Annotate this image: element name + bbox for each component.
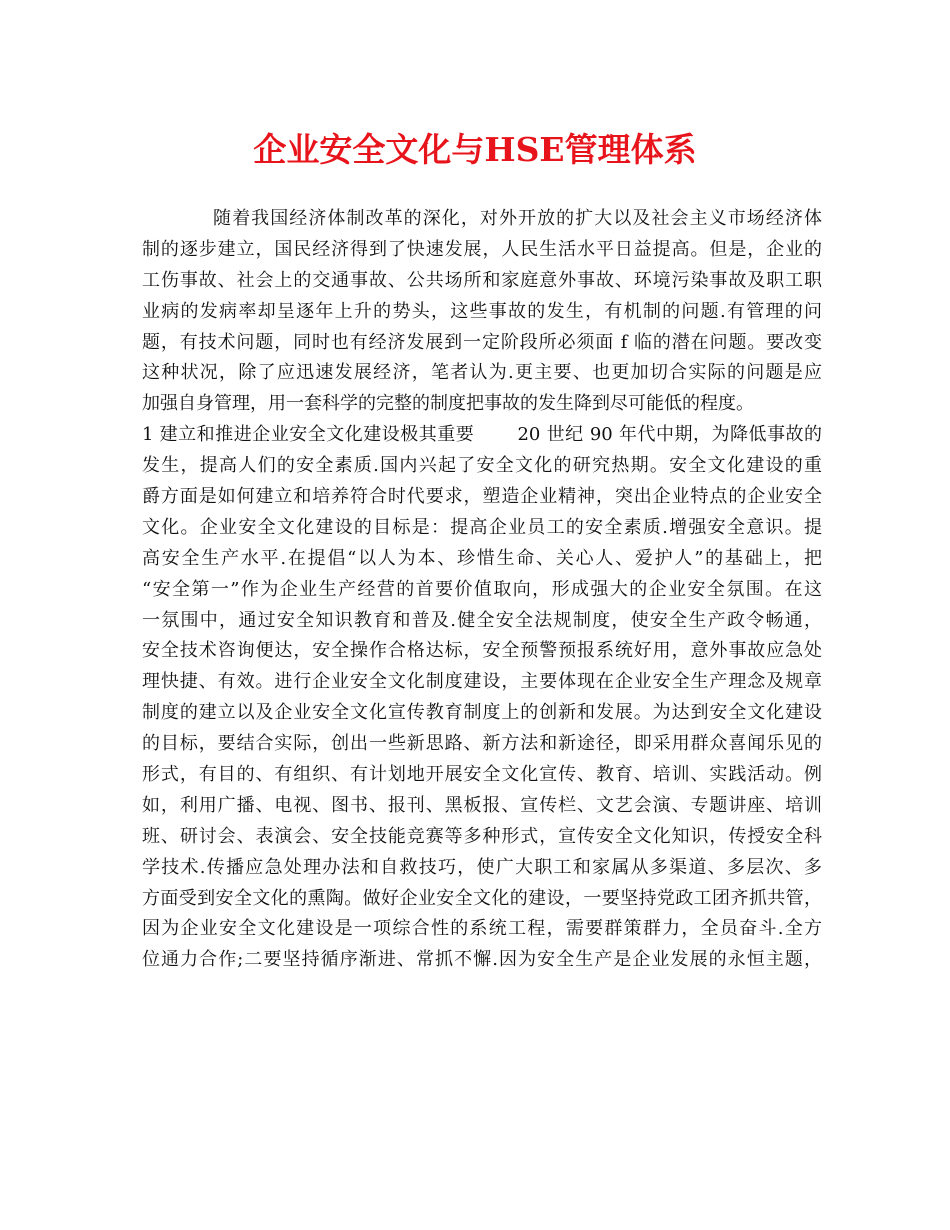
text-line: 加强自身管理，用一套科学的完整的制度把事故的发生降到尽可能低的程度。	[142, 393, 754, 415]
text-line: 题，有技术问题，同时也有经济发展到一定阶段所必须面 f 临的潜在问题。要改变	[142, 331, 822, 353]
text-line: 的目标，要结合实际，创出一些新思路、新方法和新途径，即采用群众喜闻乐见的	[142, 733, 822, 755]
text-line: 因为企业安全文化建设是一项综合性的系统工程，需要群策群力，全员奋斗.全方	[142, 918, 822, 940]
text-line: 如，利用广播、电视、图书、报刊、黑板报、宣传栏、文艺会演、专题讲座、培训	[142, 794, 822, 816]
text-line: 理快捷、有效。进行企业安全文化制度建设，主要体现在企业安全生产理念及规章	[142, 671, 822, 693]
text-line: 安全技术咨询便达，安全操作合格达标，安全预警预报系统好用，意外事故应急处	[142, 640, 822, 662]
text-line: 方面受到安全文化的熏陶。做好企业安全文化的建设，一要坚持党政工团齐抓共管，	[142, 887, 822, 909]
text-line: 位通力合作;二要坚持循序渐进、常抓不懈.因为安全生产是企业发展的永恒主题，	[142, 949, 822, 971]
document-title: 企业安全文化与HSE管理体系	[253, 130, 697, 169]
text-line: 业病的发病率却呈逐年上升的势头，这些事故的发生，有机制的问题.有管理的问	[142, 300, 822, 322]
text-line: 这种状况，除了应迅速发展经济，笔者认为.更主要、也更加切合实际的问题是应	[142, 362, 822, 384]
text-line: 学技术.传播应急处理办法和自救技巧，使广大职工和家属从多渠道、多层次、多	[142, 856, 822, 878]
text-line: 一氛围中，通过安全知识教育和普及.健全安全法规制度，使安全生产政令畅通，	[142, 609, 822, 631]
text-line: 班、研讨会、表演会、安全技能竞赛等多种形式，宣传安全文化知识，传授安全科	[142, 825, 822, 847]
text-line: 爵方面是如何建立和培养符合时代要求，塑造企业精神，突出企业特点的企业安全	[142, 486, 822, 508]
text-line: 1 建立和推进企业安全文化建设极其重要 20 世纪 90 年代中期，为降低事故的	[142, 424, 822, 446]
text-line: 形式，有目的、有组织、有计划地开展安全文化宣传、教育、培训、实践活动。例	[142, 764, 822, 786]
document-body	[142, 204, 822, 976]
text-line: 制的逐步建立，国民经济得到了快速发展，人民生活水平日益提高。但是，企业的	[142, 238, 822, 260]
text-line: 制度的建立以及企业安全文化宣传教育制度上的创新和发展。为达到安全文化建设	[142, 702, 822, 724]
text-line: 文化。企业安全文化建设的目标是：提高企业员工的安全素质.增强安全意识。提	[142, 516, 822, 538]
text-line: 发生，提高人们的安全素质.国内兴起了安全文化的研究热期。安全文化建设的重	[142, 455, 822, 477]
text-line: 工伤事故、社会上的交通事故、公共场所和家庭意外事故、环境污染事故及职工职	[142, 269, 822, 291]
text-line: “安全第一”作为企业生产经营的首要价值取向，形成强大的企业安全氛围。在这	[142, 578, 822, 600]
text-line: 随着我国经济体制改革的深化，对外开放的扩大以及社会主义市场经济体	[213, 208, 822, 229]
text-line: 高安全生产水平.在提倡“以人为本、珍惜生命、关心人、爱护人”的基础上，把	[142, 547, 822, 569]
